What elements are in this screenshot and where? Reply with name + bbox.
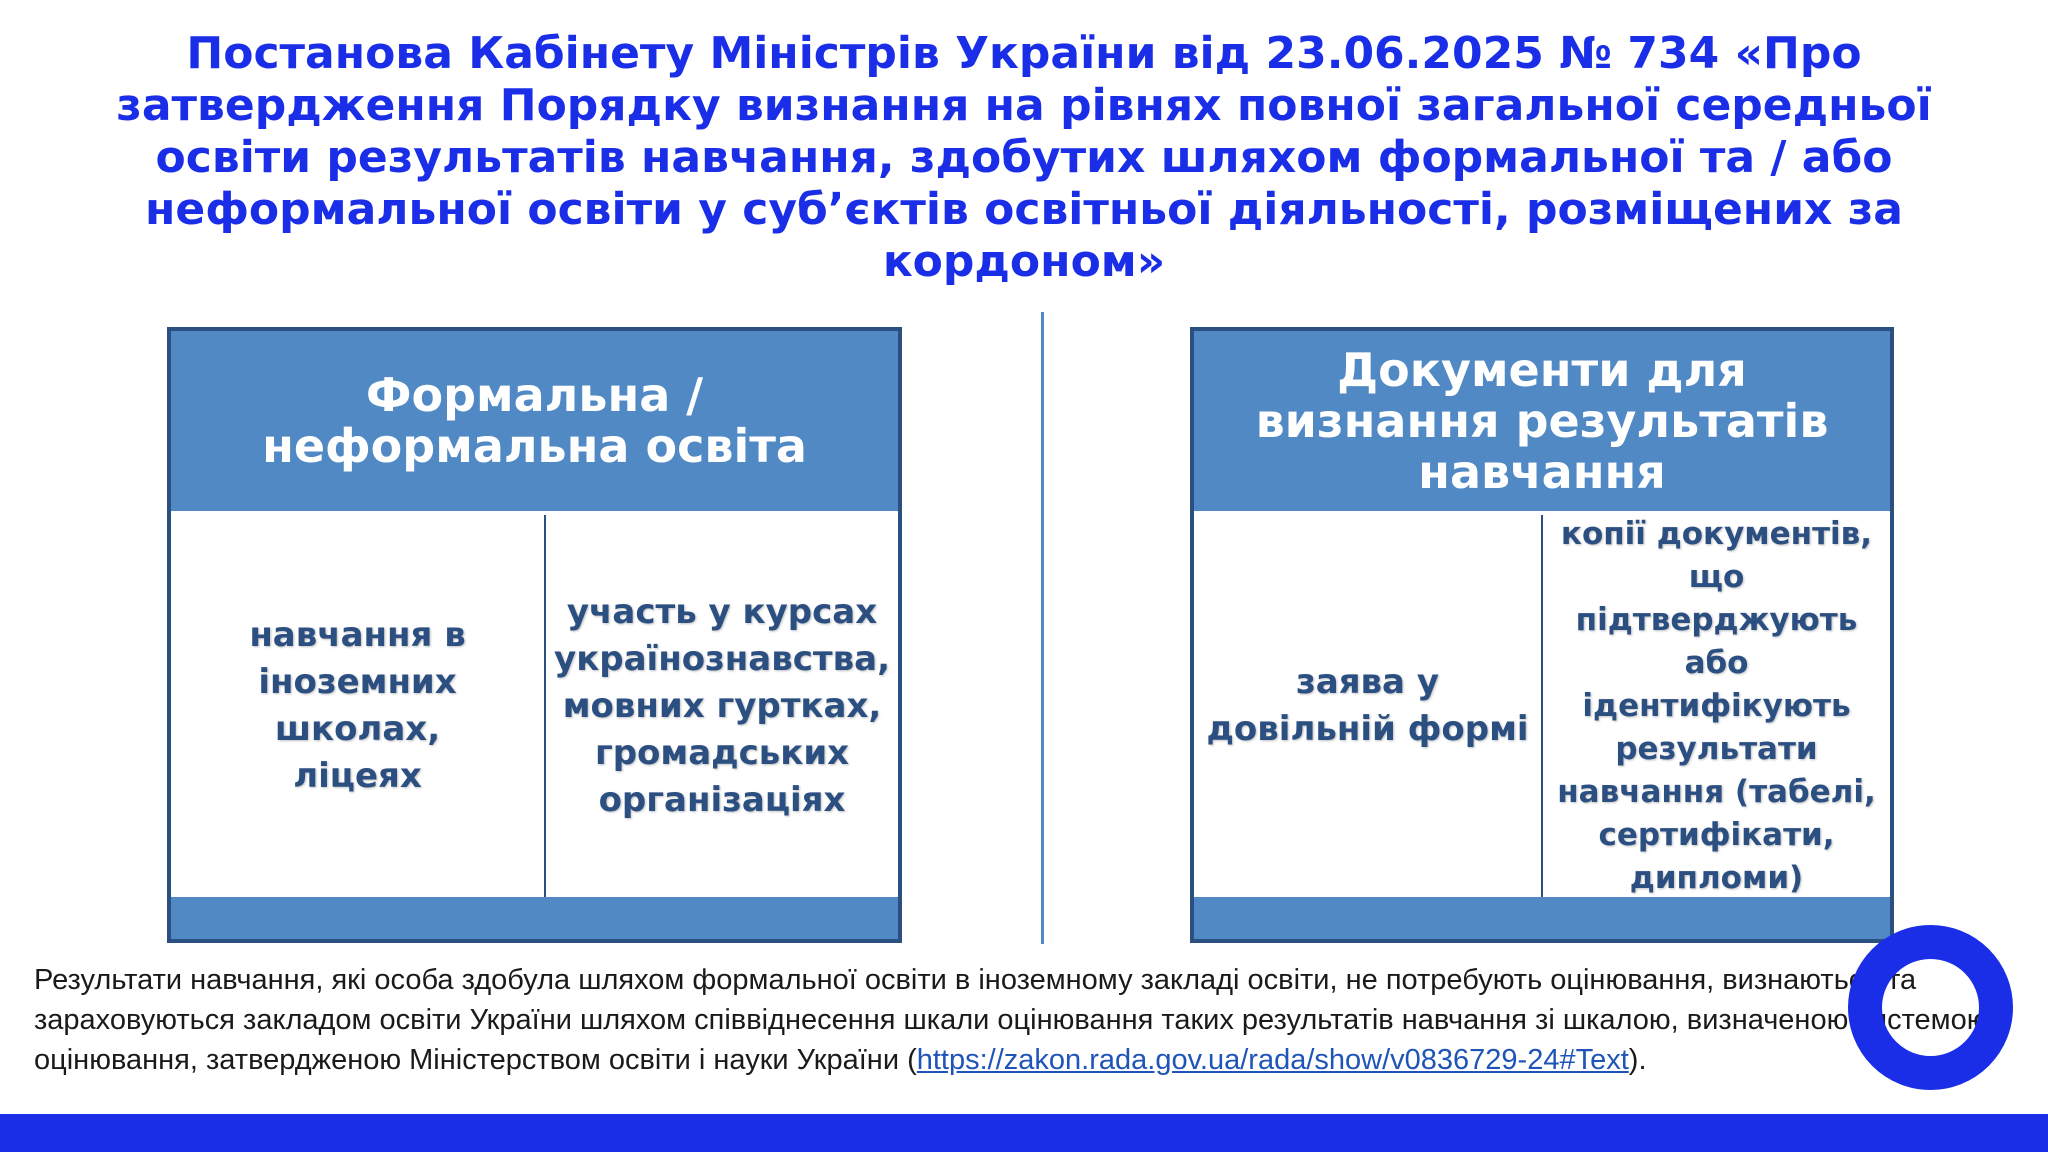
- panel-cells: [1194, 515, 1890, 897]
- footnote: [34, 960, 2024, 1080]
- panel-cell: участь у курсах українознавства, мовних гуртках, громадських організаціях: [544, 515, 898, 897]
- panel-footer-bar: [171, 897, 898, 939]
- decorative-ring-icon: [1848, 925, 2013, 1090]
- footnote-text: Результати навчання, які особа здобула шляхом формальної освіти в іноземному закладі освіти, не потребують оцінювання, визнаються та зараховуються закладом освіти України шляхом співвіднесення шкали оцінювання таких результатів навчання зі шкалою, визначеною системою оцінювання, затвердженою Міністерством освіти і науки України (: [34, 964, 1989, 1076]
- page-title: Постанова Кабінету Міністрів України від 23.06.2025 № 734 «Про затвердження Порядку визнання на рівнях повної загальної середньої освіти результатів навчання, здобутих шляхом формальної та / або неформальної освіти у суб’єктів освітньої діяльності, розміщених за кордоном»: [116, 28, 1932, 287]
- footnote-tail: ).: [1628, 1044, 1647, 1076]
- formal-education-panel: [167, 327, 902, 943]
- panel-cell: копії документів, що підтверджують або ідентифікують результати навчання (табелі, сертифікати, дипломи): [1541, 515, 1890, 897]
- panel-footer-bar: [1194, 897, 1890, 939]
- panel-cell: заява у довільній формі: [1206, 662, 1529, 749]
- panel-header: Документи для визнання результатів навчання: [1194, 331, 1890, 511]
- panel-cell: навчання в іноземних школах, ліцеях: [249, 615, 466, 796]
- vertical-divider: [1041, 312, 1044, 944]
- source-link[interactable]: https://zakon.rada.gov.ua/rada/show/v0836729-24#Text: [916, 1044, 1629, 1076]
- recognition-documents-panel: [1190, 327, 1894, 943]
- panel-cells: [171, 515, 898, 897]
- panel-header: Формальна / неформальна освіта: [171, 331, 898, 511]
- bottom-bar: [0, 1114, 2048, 1152]
